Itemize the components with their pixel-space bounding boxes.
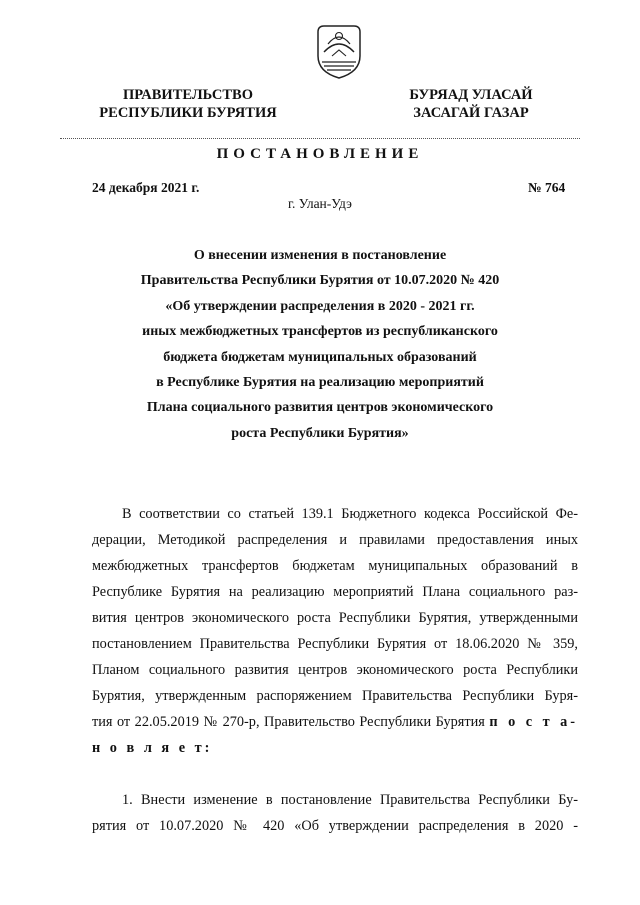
document-number: № 764	[528, 180, 566, 195]
body-line: 1. Внести изменение в постановление Правительства Республики Бу-	[122, 792, 578, 808]
body-line: постановлением Правительства Республики Бурятия от 18.06.2020 № 359,	[92, 636, 578, 652]
government-name-buryat	[386, 86, 556, 122]
coat-of-arms-icon	[312, 22, 366, 80]
body-line: вития центров экономического роста Республики Бурятия, утвержденными	[92, 610, 578, 626]
body-paragraph-2	[92, 787, 578, 839]
body-line: межбюджетных трансфертов бюджетам муниципальных образований в	[92, 558, 578, 574]
body-paragraph-1	[92, 501, 578, 761]
header-right-line-1: БУРЯАД УЛАСАЙ	[409, 87, 533, 103]
resolves-emphasis-end: н о в л я е т:	[92, 740, 213, 756]
resolves-emphasis: п о с т а-	[489, 714, 579, 730]
body-line: Республике Бурятия на реализацию мероприятий Плана социального раз-	[92, 584, 578, 600]
subject-line: Правительства Республики Бурятия от 10.07.2020 № 420	[140, 273, 500, 289]
document-subject	[100, 243, 540, 446]
subject-line: в Республике Бурятия на реализацию мероприятий	[156, 375, 484, 391]
body-line: дерации, Методикой распределения и правилами предоставления иных	[92, 532, 578, 548]
document-title: ПОСТАНОВЛЕНИЕ	[216, 146, 424, 162]
header-right-line-2: ЗАСАГАЙ ГАЗАР	[413, 105, 529, 121]
subject-line: роста Республики Бурятия»	[231, 425, 409, 441]
subject-line: Плана социального развития центров экономического	[146, 400, 494, 416]
body-line-text: тия от 22.05.2019 № 270-р, Правительство Республики Бурятия	[92, 714, 490, 730]
government-name-russian	[88, 86, 288, 122]
subject-line: «Об утверждении распределения в 2020 - 2021 гг.	[165, 298, 475, 314]
document-date: 24 декабря 2021 г.	[92, 180, 200, 195]
body-line	[92, 709, 578, 735]
body-line: рятия от 10.07.2020 № 420 «Об утверждении распределения в 2020 -	[92, 818, 578, 834]
body-line	[92, 735, 578, 761]
subject-line: О внесении изменения в постановление	[193, 248, 447, 263]
subject-line: иных межбюджетных трансфертов из республиканского	[142, 324, 498, 340]
body-line: Планом социального развития центров экономического роста Республики	[92, 662, 578, 678]
header-left-line-2: РЕСПУБЛИКИ БУРЯТИЯ	[99, 105, 277, 121]
header-left-line-1: ПРАВИТЕЛЬСТВО	[123, 87, 253, 103]
document-city: г. Улан-Удэ	[288, 196, 352, 211]
header-divider	[60, 138, 580, 139]
subject-line: бюджета бюджетам муниципальных образований	[163, 349, 477, 365]
body-line: В соответствии со статьей 139.1 Бюджетного кодекса Российской Фе-	[122, 506, 578, 522]
body-line: Бурятия, утвержденным распоряжением Правительства Республики Буря-	[92, 688, 578, 704]
